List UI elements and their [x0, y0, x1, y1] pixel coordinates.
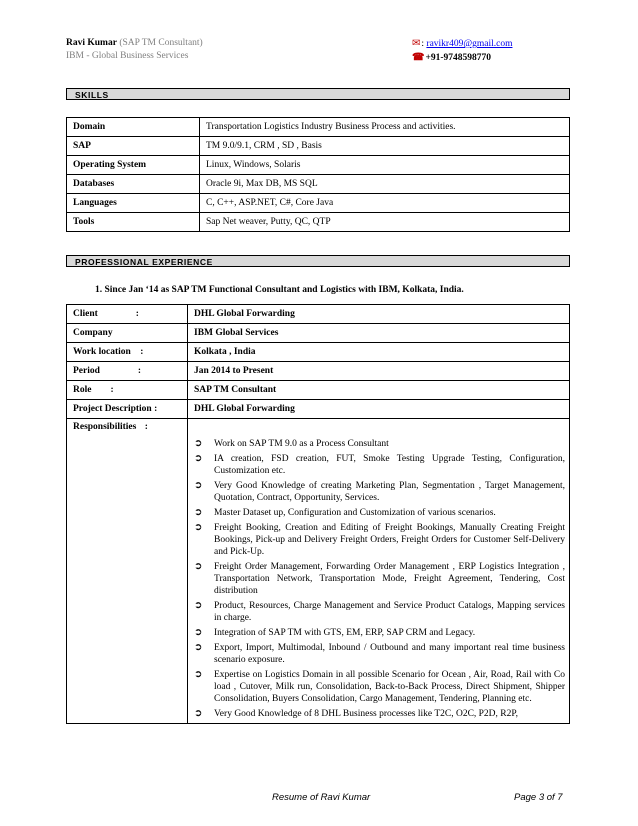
- responsibility-item: [194, 438, 565, 450]
- arrow-bullet-icon: ➲: [194, 522, 203, 533]
- skills-table: [66, 117, 570, 232]
- project-value: Kolkata , India: [188, 343, 570, 362]
- candidate-role: (SAP TM Consultant): [119, 38, 203, 48]
- header-right: [412, 37, 512, 65]
- skills-value: Linux, Windows, Solaris: [200, 156, 570, 175]
- responsibility-text: Integration of SAP TM with GTS, EM, ERP, SAP CRM and Legacy.: [214, 628, 476, 638]
- project-row: [67, 343, 570, 362]
- header-left: [66, 37, 203, 63]
- skills-value: TM 9.0/9.1, CRM , SD , Basis: [200, 137, 570, 156]
- project-value: SAP TM Consultant: [188, 381, 570, 400]
- project-row: [67, 400, 570, 419]
- responsibilities-label: Responsibilities: [73, 422, 137, 432]
- email-line: [412, 37, 512, 51]
- skills-row: [67, 194, 570, 213]
- project-key: Period :: [67, 362, 188, 381]
- project-key: Company: [67, 324, 188, 343]
- skills-key: Operating System: [67, 156, 200, 175]
- responsibility-text: Master Dataset up, Configuration and Customization of various scenarios.: [214, 508, 496, 518]
- responsibilities-row: [67, 419, 570, 724]
- skills-section-title: SKILLS: [66, 88, 570, 100]
- skills-row: [67, 175, 570, 194]
- arrow-bullet-icon: ➲: [194, 642, 203, 653]
- responsibility-text: Freight Order Management, Forwarding Order Management , ERP Logistics Integration , Transportation Network, Transportation Mode, Freight Agreement, Tendering, Cost distribution: [214, 562, 565, 596]
- responsibility-text: Freight Booking, Creation and Editing of Freight Bookings, Manually Creating Freight Bookings, Pick-up and Delivery Freight Orders, Freight Orders for Customer Self-Delivery and Pick-Up.: [214, 523, 565, 557]
- arrow-bullet-icon: ➲: [194, 453, 203, 464]
- project-row: [67, 381, 570, 400]
- email-prefix: :: [421, 39, 427, 49]
- candidate-name: Ravi Kumar: [66, 38, 117, 48]
- skills-row: [67, 213, 570, 232]
- experience-heading: 1. Since Jan ‘14 as SAP TM Functional Consultant and Logistics with IBM, Kolkata, India.: [95, 285, 464, 295]
- skills-value: C, C++, ASP.NET, C#, Core Java: [200, 194, 570, 213]
- envelope-icon: ✉: [412, 38, 421, 49]
- email-link[interactable]: ravikr409@gmail.com: [426, 39, 513, 49]
- project-row: [67, 362, 570, 381]
- project-key: Work location :: [67, 343, 188, 362]
- responsibility-text: Work on SAP TM 9.0 as a Process Consultant: [214, 439, 389, 449]
- responsibility-item: [194, 507, 565, 519]
- responsibility-text: Very Good Knowledge of 8 DHL Business processes like T2C, O2C, P2D, R2P,: [214, 709, 518, 719]
- skills-key: Languages: [67, 194, 200, 213]
- skills-value: Sap Net weaver, Putty, QC, QTP: [200, 213, 570, 232]
- responsibility-item: [194, 627, 565, 639]
- skills-row: [67, 137, 570, 156]
- skills-value: Oracle 9i, Max DB, MS SQL: [200, 175, 570, 194]
- arrow-bullet-icon: ➲: [194, 708, 203, 719]
- arrow-bullet-icon: ➲: [194, 480, 203, 491]
- responsibility-text: Expertise on Logistics Domain in all possible Scenario for Ocean , Air, Road, Rail with Co load , Cutover, Milk run, Consolidation, Back-to-Back Process, Direct Shipment, Shipper Consolidation, Buyers Consolidation, Cargo Management, Tendering, Planning etc.: [214, 670, 565, 704]
- project-key: Client :: [67, 305, 188, 324]
- responsibilities-value-cell: [188, 419, 570, 724]
- project-table: [66, 304, 570, 724]
- phone-number: +91-9748598770: [425, 53, 492, 63]
- arrow-bullet-icon: ➲: [194, 627, 203, 638]
- project-value: DHL Global Forwarding: [188, 305, 570, 324]
- responsibility-text: Very Good Knowledge of creating Marketing Plan, Segmentation , Target Management, Quotation, Contract, Opportunity, Services.: [214, 481, 565, 503]
- project-value: IBM Global Services: [188, 324, 570, 343]
- responsibilities-key-cell: [67, 419, 188, 724]
- skills-key: Domain: [67, 118, 200, 137]
- header-name-line: [66, 37, 203, 50]
- arrow-bullet-icon: ➲: [194, 669, 203, 680]
- skills-key: Tools: [67, 213, 200, 232]
- responsibility-item: [194, 480, 565, 504]
- arrow-bullet-icon: ➲: [194, 507, 203, 518]
- project-value: DHL Global Forwarding: [188, 400, 570, 419]
- footer-resume-label: Resume of Ravi Kumar: [272, 792, 371, 803]
- project-value: Jan 2014 to Present: [188, 362, 570, 381]
- responsibilities-colon: :: [144, 422, 148, 432]
- arrow-bullet-icon: ➲: [194, 438, 203, 449]
- responsibility-text: Product, Resources, Charge Management and Service Product Catalogs, Mapping services in charge.: [214, 601, 565, 623]
- responsibility-item: [194, 453, 565, 477]
- project-row: [67, 324, 570, 343]
- responsibility-item: [194, 522, 565, 558]
- skills-value: Transportation Logistics Industry Business Process and activities.: [200, 118, 570, 137]
- phone-line: [412, 51, 512, 65]
- skills-key: Databases: [67, 175, 200, 194]
- arrow-bullet-icon: ➲: [194, 600, 203, 611]
- responsibility-item: [194, 642, 565, 666]
- arrow-bullet-icon: ➲: [194, 561, 203, 572]
- project-row: [67, 305, 570, 324]
- responsibility-text: Export, Import, Multimodal, Inbound / Outbound and many important real time business scenario exposure.: [214, 643, 565, 665]
- skills-row: [67, 156, 570, 175]
- responsibility-item: [194, 561, 565, 597]
- responsibility-item: [194, 708, 565, 720]
- footer-page-number: Page 3 of 7: [514, 792, 563, 803]
- company-line: IBM - Global Business Services: [66, 51, 189, 61]
- responsibilities-list: [194, 438, 565, 720]
- project-key: Project Description :: [67, 400, 188, 419]
- responsibility-item: [194, 669, 565, 705]
- skills-key: SAP: [67, 137, 200, 156]
- responsibility-item: [194, 600, 565, 624]
- skills-row: [67, 118, 570, 137]
- project-key: Role :: [67, 381, 188, 400]
- telephone-icon: ☎: [412, 52, 425, 63]
- responsibility-text: IA creation, FSD creation, FUT, Smoke Testing Upgrade Testing, Configuration, Customization etc.: [214, 454, 565, 476]
- experience-section-title: PROFESSIONAL EXPERIENCE: [66, 255, 570, 267]
